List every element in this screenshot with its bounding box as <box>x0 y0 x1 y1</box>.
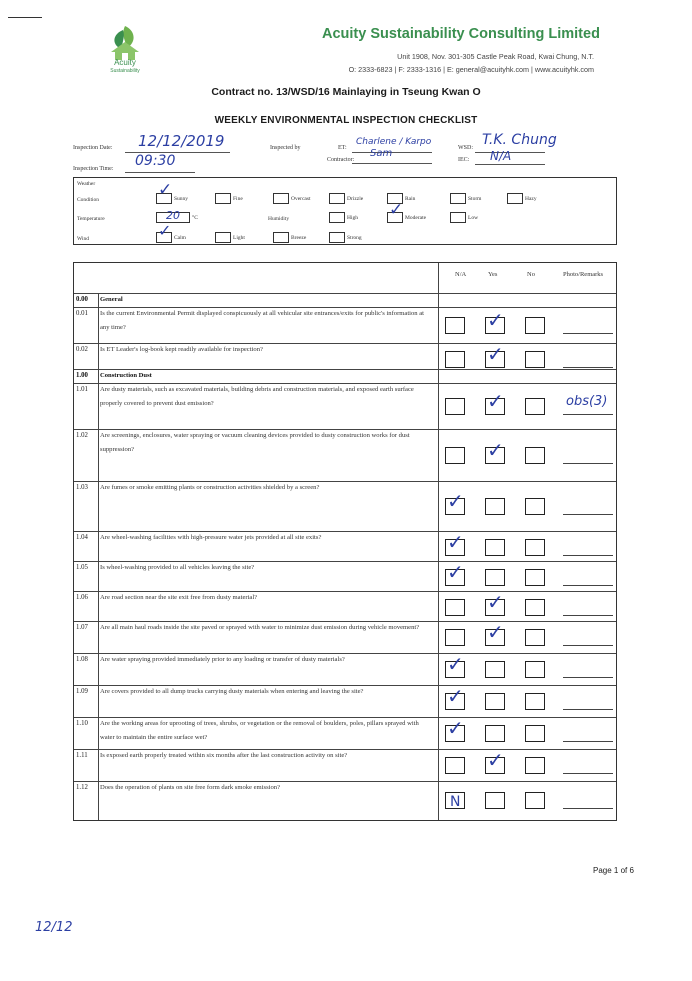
question-column-divider <box>438 263 439 820</box>
item-question: Are the working areas for uprooting of trees, shrubs, or vegetation or the removal of boulders, poles, pillars sprayed with water to maintain the entire surface wet? <box>100 720 419 741</box>
item-question: Are all main haul roads inside the site paved or sprayed with water to minimize dust emission during vehicle movement? <box>100 624 420 631</box>
sunny-check-mark: ✓ <box>158 180 173 200</box>
item-number: 1.09 <box>76 688 88 695</box>
contractor-value: Sam <box>370 148 393 159</box>
company-contact: O: 2333-6823 | F: 2333-1316 | E: general@acuityhk.com | www.acuityhk.com <box>348 65 594 74</box>
checkbox-storm[interactable] <box>450 193 466 204</box>
checkbox-na[interactable] <box>445 629 465 646</box>
contract-title: Contract no. 13/WSD/16 Mainlaying in Tseung Kwan O <box>211 86 481 98</box>
checkbox-no[interactable] <box>525 569 545 586</box>
answer-check-mark: ✓ <box>447 560 464 584</box>
checkbox-overcast[interactable] <box>273 193 289 204</box>
checkbox-na[interactable] <box>445 757 465 774</box>
checkbox-na[interactable] <box>445 351 465 368</box>
item-number: 1.07 <box>76 624 88 631</box>
checkbox-no[interactable] <box>525 351 545 368</box>
remarks-line <box>563 367 613 368</box>
answer-check-mark: ✓ <box>447 684 464 708</box>
answer-check-mark: ✓ <box>487 437 504 462</box>
inspection-time-value: 09:30 <box>135 153 176 169</box>
item-number: 1.06 <box>76 594 88 601</box>
checkbox-yes[interactable] <box>485 693 505 710</box>
option-strong: Strong <box>347 235 362 241</box>
remarks-line <box>563 645 613 646</box>
item-question: Does the operation of plants on site free form dark smoke emission? <box>100 784 280 791</box>
temperature-unit: °C <box>192 215 198 221</box>
et-label: ET: <box>338 145 347 151</box>
temperature-value: 20 <box>166 209 180 222</box>
checkbox-yes[interactable] <box>485 539 505 556</box>
checkbox-hazy[interactable] <box>507 193 523 204</box>
section-title: Construction Dust <box>100 372 152 379</box>
item-question: Are screenings, enclosures, water spraying or vacuum cleaning devices provided to dusty construction works for dust suppression? <box>100 432 410 453</box>
answer-check-mark: ✓ <box>487 307 504 332</box>
answer-check-mark: ✓ <box>447 488 464 513</box>
remarks-line <box>563 555 613 556</box>
item-number: 0.02 <box>76 346 88 353</box>
moderate-check-mark: ✓ <box>389 200 404 220</box>
remarks-line <box>563 463 613 464</box>
item-question: Are covers provided to all dump trucks carrying dusty materials when entering and leaving the site? <box>100 688 364 695</box>
number-column-divider <box>98 293 99 820</box>
remarks-line <box>563 514 613 515</box>
checkbox-na[interactable] <box>445 317 465 334</box>
checkbox-no[interactable] <box>525 725 545 742</box>
header-remarks: Photo/Remarks <box>563 271 604 278</box>
form-title: WEEKLY ENVIRONMENTAL INSPECTION CHECKLIST <box>214 115 478 126</box>
iec-label: IEC: <box>458 157 470 163</box>
answer-check-mark: ✓ <box>487 620 504 644</box>
checkbox-drizzle[interactable] <box>329 193 345 204</box>
inspected-by-label: Inspected by <box>270 145 301 151</box>
checkbox-no[interactable] <box>525 447 545 464</box>
option-fine: Fine <box>233 196 243 202</box>
answer-check-mark: ✓ <box>447 530 464 554</box>
header-na: N/A <box>455 271 467 278</box>
calm-check-mark: ✓ <box>158 221 172 240</box>
item-number: 1.05 <box>76 564 88 571</box>
item-question: Are water spraying provided immediately prior to any loading or transfer of dusty materials? <box>100 656 345 663</box>
item-question: Is wheel-washing provided to all vehicles leaving the site? <box>100 564 255 571</box>
answer-check-mark: ✓ <box>487 342 504 366</box>
checkbox-strong[interactable] <box>329 232 345 243</box>
item-number: 1.01 <box>76 386 88 393</box>
iec-value: N/A <box>490 149 512 163</box>
logo-text: Acuity <box>114 58 136 67</box>
item-question: Are fumes or smoke emitting plants or construction activities shielded by a screen? <box>100 484 320 491</box>
checkbox-no[interactable] <box>525 757 545 774</box>
checkbox-na[interactable] <box>445 398 465 415</box>
inspection-time-label: Inspection Time: <box>73 166 114 172</box>
checkbox-no[interactable] <box>525 693 545 710</box>
item-question: Is ET Leader's log-book kept readily available for inspection? <box>100 346 263 353</box>
remarks-value: obs(3) <box>566 393 608 409</box>
option-moderate: Moderate <box>405 215 427 221</box>
item-number: 1.08 <box>76 656 88 663</box>
section-number: 0.00 <box>76 296 88 303</box>
checkbox-na[interactable] <box>445 599 465 616</box>
logo-subtext: Sustainability <box>110 68 140 74</box>
remarks-line <box>563 615 613 616</box>
item-question: Is the current Environmental Permit displayed conspicuously at all vehicular site entrances/exits for public's information at any time? <box>100 310 425 331</box>
humidity-label: Humidity <box>268 216 290 222</box>
remarks-line <box>563 414 613 415</box>
checkbox-no[interactable] <box>525 539 545 556</box>
remarks-line <box>563 333 613 334</box>
option-high: High <box>347 215 358 221</box>
checkbox-no[interactable] <box>525 498 545 515</box>
item-number: 1.03 <box>76 484 88 491</box>
checkbox-no[interactable] <box>525 661 545 678</box>
item-number: 1.11 <box>76 752 88 759</box>
option-overcast: Overcast <box>291 196 311 202</box>
remarks-line <box>563 677 613 678</box>
option-calm: Calm <box>174 235 186 241</box>
handwritten-page-note: 12/12 <box>35 920 73 935</box>
answer-check-mark: ✓ <box>487 590 504 614</box>
item-number: 1.10 <box>76 720 88 727</box>
checkbox-light[interactable] <box>215 232 231 243</box>
checkbox-breeze[interactable] <box>273 232 289 243</box>
item-number: 0.01 <box>76 310 88 317</box>
page-number: Page 1 of 6 <box>593 866 634 875</box>
checkbox-no[interactable] <box>525 398 545 415</box>
checkbox-no[interactable] <box>525 317 545 334</box>
option-low: Low <box>468 215 479 221</box>
checkbox-no[interactable] <box>525 599 545 616</box>
answer-check-mark: ✓ <box>487 748 504 772</box>
checkbox-yes[interactable] <box>485 569 505 586</box>
contractor-label: Contractor: <box>327 157 355 163</box>
section-title: General <box>100 296 123 303</box>
option-breeze: Breeze <box>291 235 307 241</box>
checkbox-yes[interactable] <box>485 792 505 809</box>
checklist-table <box>73 262 617 821</box>
answer-check-mark: N <box>450 794 461 810</box>
remarks-line <box>563 808 613 809</box>
option-storm: Storm <box>468 196 482 202</box>
inspection-date-value: 12/12/2019 <box>138 132 225 150</box>
checkbox-na[interactable] <box>445 447 465 464</box>
weather-label: Weather <box>77 181 96 187</box>
checkbox-low[interactable] <box>450 212 466 223</box>
option-sunny: Sunny <box>174 196 189 202</box>
answer-check-mark: ✓ <box>447 716 464 740</box>
inspection-date-label: Inspection Date: <box>73 145 113 151</box>
item-question: Are wheel-washing facilities with high-pressure water jets provided at all site exits? <box>100 534 322 541</box>
remarks-line <box>563 709 613 710</box>
checkbox-fine[interactable] <box>215 193 231 204</box>
checkbox-high[interactable] <box>329 212 345 223</box>
wsd-value: T.K. Chung <box>482 132 557 148</box>
temperature-label: Temperature <box>77 216 105 222</box>
remarks-line <box>563 773 613 774</box>
option-drizzle: Drizzle <box>347 196 364 202</box>
item-question: Are road section near the site exit free from dusty material? <box>100 594 258 601</box>
item-number: 1.04 <box>76 534 88 541</box>
item-number: 1.02 <box>76 432 88 439</box>
header-no: No <box>527 271 535 278</box>
checkbox-yes[interactable] <box>485 498 505 515</box>
option-hazy: Hazy <box>525 196 537 202</box>
wind-label: Wind <box>77 236 89 242</box>
checkbox-yes[interactable] <box>485 725 505 742</box>
weather-conditions-table <box>73 177 617 245</box>
item-number: 1.12 <box>76 784 88 791</box>
option-rain: Rain <box>405 196 416 202</box>
et-value: Charlene / Karpo <box>356 137 432 147</box>
checkbox-no[interactable] <box>525 629 545 646</box>
checkbox-no[interactable] <box>525 792 545 809</box>
scan-artifact-line <box>8 17 42 18</box>
company-name: Acuity Sustainability Consulting Limited <box>322 26 600 42</box>
section-number: 1.00 <box>76 372 88 379</box>
company-address: Unit 1908, Nov. 301-305 Castle Peak Road, Kwai Chung, N.T. <box>397 52 594 61</box>
header-yes: Yes <box>488 271 498 278</box>
item-question: Is exposed earth properly treated within six months after the last construction activity on site? <box>100 752 348 759</box>
option-light: Light <box>233 235 245 241</box>
remarks-line <box>563 741 613 742</box>
condition-label: Condition <box>77 197 100 203</box>
remarks-line <box>563 585 613 586</box>
wsd-label: WSD: <box>458 145 473 151</box>
checkbox-yes[interactable] <box>485 661 505 678</box>
answer-check-mark: ✓ <box>447 652 464 676</box>
item-question: Are dusty materials, such as excavated materials, building debris and construction materials, and exposed earth surface properly covered to prevent dust emission? <box>100 386 414 407</box>
answer-check-mark: ✓ <box>487 388 504 413</box>
